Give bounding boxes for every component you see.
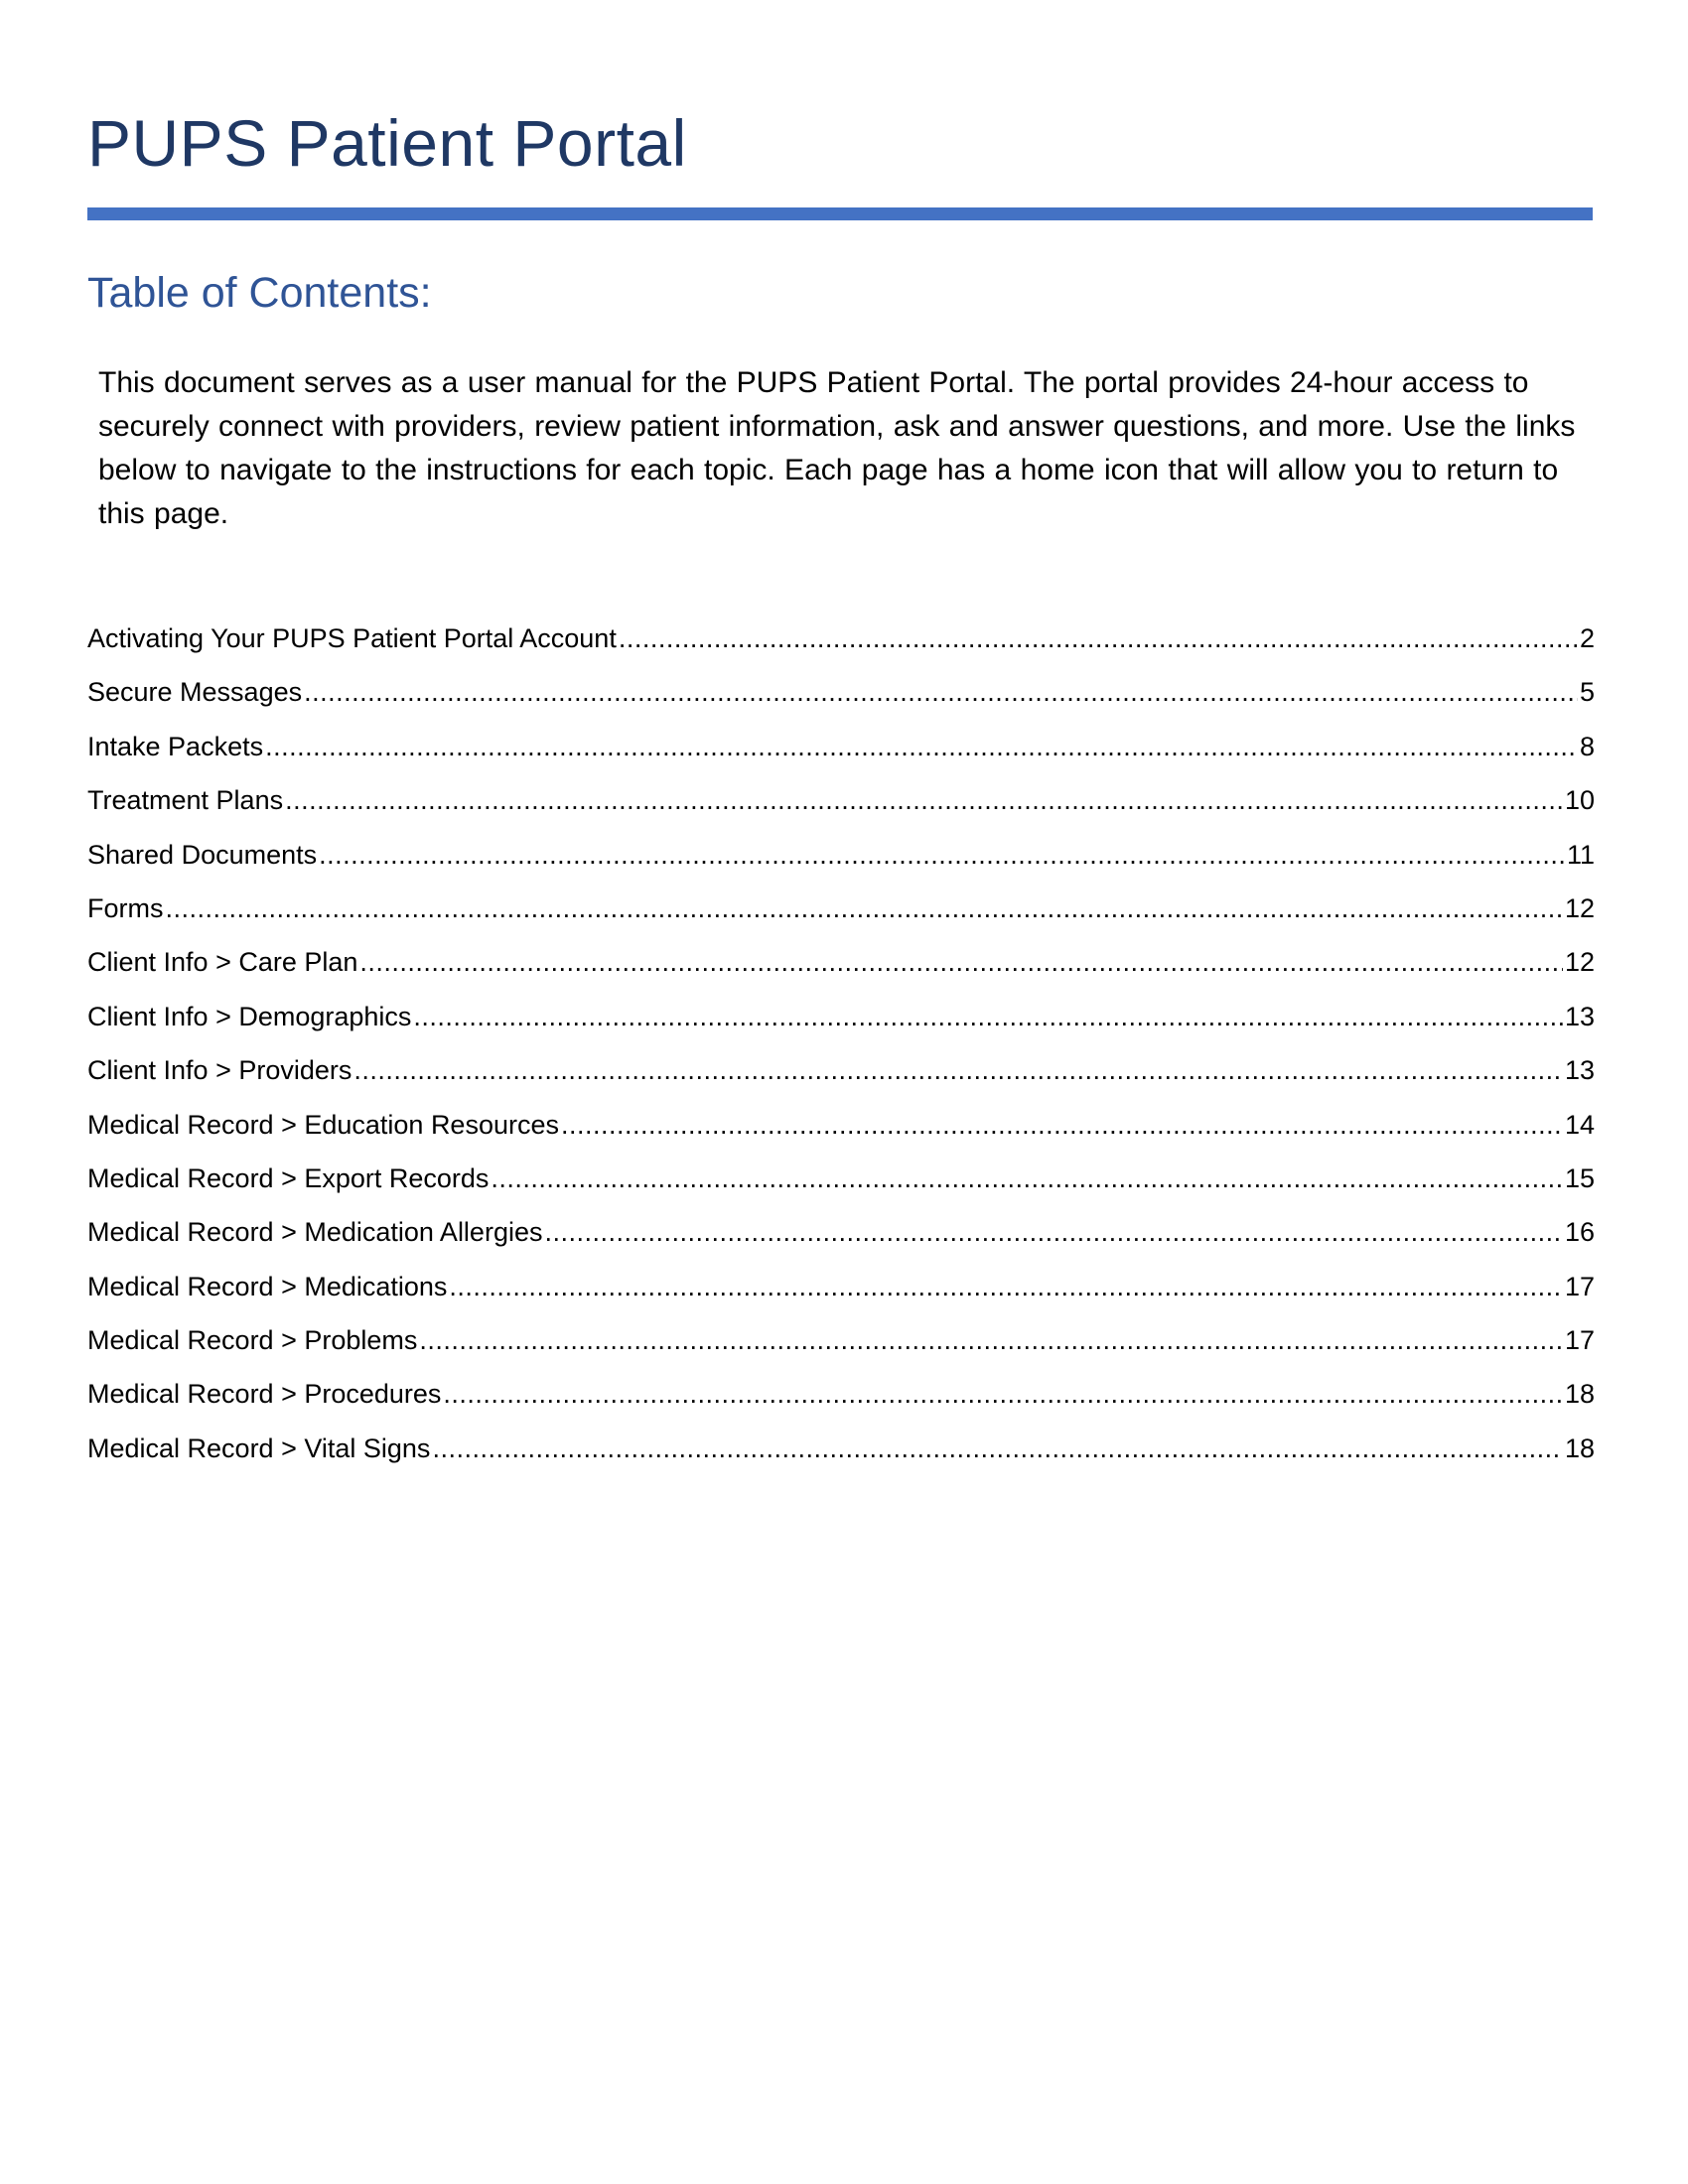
- toc-leader: [544, 1205, 1562, 1259]
- toc-entry[interactable]: [87, 882, 1595, 935]
- toc-leader: [319, 828, 1565, 882]
- toc-leader: [359, 935, 1563, 989]
- toc-entry-page[interactable]: 12: [1564, 892, 1595, 923]
- intro-paragraph: This document serves as a user manual for the PUPS Patient Portal. The portal provides 24-hour access to securely connect with providers, review patient information, ask and answer questions, and more. Use the links below to navigate to the instructions for each topic. Each page has a home icon that will allow you to return to this page.: [98, 366, 1576, 530]
- toc-leader: [304, 665, 1578, 719]
- toc-entry-page[interactable]: 10: [1564, 785, 1595, 816]
- toc-leader: [413, 990, 1563, 1043]
- toc-heading: Table of Contents:: [87, 269, 432, 317]
- toc-entry-page[interactable]: 12: [1564, 947, 1595, 978]
- toc-entry-page[interactable]: 11: [1566, 839, 1595, 870]
- page-title: PUPS Patient Portal: [87, 106, 687, 180]
- toc-entry[interactable]: [87, 1313, 1595, 1367]
- toc-entry-page[interactable]: 18: [1564, 1379, 1595, 1410]
- toc-entry-label[interactable]: Intake Packets: [87, 731, 264, 761]
- toc-entry-page[interactable]: 5: [1579, 677, 1595, 708]
- toc-entry-page[interactable]: 16: [1564, 1217, 1595, 1248]
- toc-entry[interactable]: [87, 773, 1595, 827]
- toc-leader: [285, 773, 1563, 827]
- toc-leader: [449, 1260, 1563, 1313]
- toc-entry-label[interactable]: Treatment Plans: [87, 785, 284, 816]
- toc-entry[interactable]: [87, 1260, 1595, 1313]
- toc-entry-label[interactable]: Client Info > Care Plan: [87, 947, 358, 978]
- toc-entry-page[interactable]: 18: [1564, 1433, 1595, 1463]
- toc-entry[interactable]: [87, 990, 1595, 1043]
- toc-leader: [265, 720, 1578, 773]
- toc-leader: [353, 1043, 1563, 1097]
- toc-entry[interactable]: [87, 828, 1595, 882]
- toc-entry-label[interactable]: Secure Messages: [87, 677, 303, 708]
- toc-entry[interactable]: [87, 720, 1595, 773]
- toc-entry[interactable]: [87, 935, 1595, 989]
- toc-entry-label[interactable]: Client Info > Providers: [87, 1055, 352, 1086]
- toc-entry-page[interactable]: 8: [1579, 731, 1595, 761]
- toc-leader: [432, 1422, 1563, 1475]
- toc-list: [87, 612, 1595, 1475]
- toc-leader: [419, 1313, 1563, 1367]
- toc-entry[interactable]: [87, 1152, 1595, 1205]
- toc-entry[interactable]: [87, 612, 1595, 665]
- toc-entry-page[interactable]: 13: [1564, 1001, 1595, 1031]
- toc-entry-label[interactable]: Medical Record > Problems: [87, 1325, 418, 1356]
- toc-entry[interactable]: [87, 1043, 1595, 1097]
- toc-entry-label[interactable]: Client Info > Demographics: [87, 1001, 412, 1031]
- toc-entry-page[interactable]: 14: [1564, 1109, 1595, 1140]
- title-rule: [87, 207, 1593, 220]
- toc-entry-label[interactable]: Forms: [87, 892, 164, 923]
- toc-leader: [491, 1152, 1563, 1205]
- toc-entry-label[interactable]: Medical Record > Export Records: [87, 1162, 490, 1193]
- toc-leader: [443, 1367, 1563, 1421]
- toc-leader: [166, 882, 1563, 935]
- toc-entry-label[interactable]: Medical Record > Medications: [87, 1271, 448, 1301]
- toc-entry-label[interactable]: Medical Record > Vital Signs: [87, 1433, 431, 1463]
- toc-entry-label[interactable]: Activating Your PUPS Patient Portal Account: [87, 623, 617, 653]
- toc-entry[interactable]: [87, 1205, 1595, 1259]
- toc-entry-label[interactable]: Shared Documents: [87, 839, 318, 870]
- toc-entry-page[interactable]: 15: [1564, 1162, 1595, 1193]
- toc-entry-label[interactable]: Medical Record > Procedures: [87, 1379, 442, 1410]
- toc-entry[interactable]: [87, 665, 1595, 719]
- toc-entry-label[interactable]: Medical Record > Education Resources: [87, 1109, 559, 1140]
- toc-entry-page[interactable]: 17: [1564, 1325, 1595, 1356]
- toc-entry-page[interactable]: 17: [1564, 1271, 1595, 1301]
- toc-entry-page[interactable]: 13: [1564, 1055, 1595, 1086]
- toc-leader: [619, 612, 1578, 665]
- toc-entry-page[interactable]: 2: [1579, 623, 1595, 653]
- toc-entry-label[interactable]: Medical Record > Medication Allergies: [87, 1217, 543, 1248]
- toc-leader: [561, 1098, 1563, 1152]
- toc-entry[interactable]: [87, 1367, 1595, 1421]
- toc-entry[interactable]: [87, 1098, 1595, 1152]
- toc-entry[interactable]: [87, 1422, 1595, 1475]
